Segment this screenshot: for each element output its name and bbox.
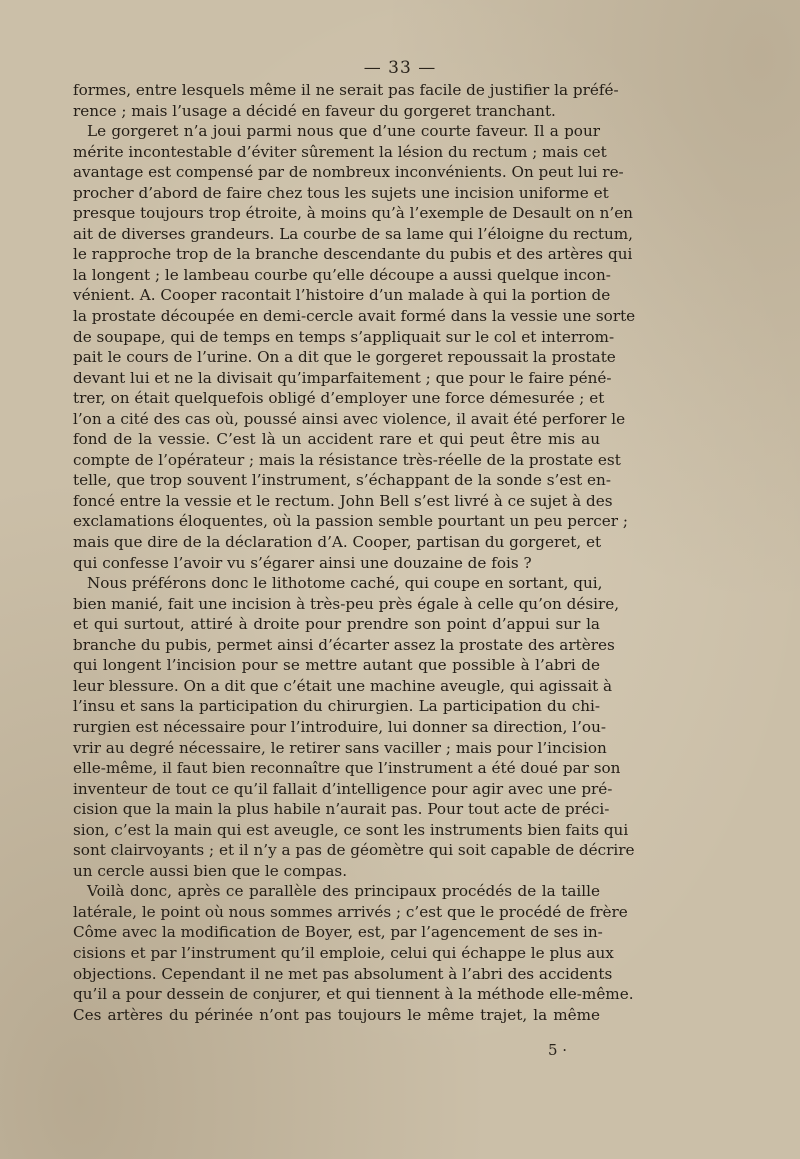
text-line: de soupape, qui de temps en temps s’appliquait sur le col et interrom-: [73, 327, 615, 346]
text-line: sont clairvoyants ; et il n’y a pas de géomètre qui soit capable de décrire: [73, 841, 635, 860]
text-line: pait le cours de l’urine. On a dit que le gorgeret repoussait la prostate: [73, 348, 616, 367]
text-line: Le gorgeret n’a joui parmi nous que d’une courte faveur. Il a pour: [87, 122, 600, 141]
text-line: un cercle aussi bien que le compas.: [73, 861, 348, 880]
signature-mark: 5 ·: [548, 1041, 568, 1059]
text-line: foncé entre la vessie et le rectum. John Bell s’est livré à ce sujet à des: [73, 491, 613, 510]
text-line: vénient. A. Cooper racontait l’histoire d’un malade à qui la portion de: [73, 286, 611, 305]
text-line: la longent ; le lambeau courbe qu’elle découpe a aussi quelque incon-: [73, 265, 611, 284]
text-line: telle, que trop souvent l’instrument, s’échappant de la sonde s’est en-: [73, 471, 611, 490]
text-line: trer, on était quelquefois obligé d’employer une force démesurée ; et: [73, 389, 605, 408]
text-line: objections. Cependant il ne met pas absolument à l’abri des accidents: [73, 964, 613, 983]
text-line: le rapproche trop de la branche descendante du pubis et des artères qui: [73, 245, 633, 264]
text-line: la prostate découpée en demi-cercle avait formé dans la vessie une sorte: [73, 307, 636, 326]
text-line: devant lui et ne la divisait qu’imparfaitement ; que pour le faire péné-: [73, 368, 612, 387]
text-line: procher d’abord de faire chez tous les sujets une incision uniforme et: [73, 183, 609, 202]
text-line: cisions et par l’instrument qu’il emploie, celui qui échappe le plus aux: [73, 943, 614, 962]
body-text: [73, 80, 636, 1025]
text-line: inventeur de tout ce qu’il fallait d’intelligence pour agir avec une pré-: [73, 779, 613, 798]
text-line: elle-même, il faut bien reconnaître que l’instrument a été doué par son: [73, 759, 621, 778]
text-line: qui longent l’incision pour se mettre autant que possible à l’abri de: [73, 656, 600, 675]
text-line: Ces artères du périnée n’ont pas toujours le même trajet, la même: [73, 1005, 600, 1024]
text-line: qu’il a pour dessein de conjurer, et qui tiennent à la méthode elle-même.: [73, 985, 634, 1004]
text-line: mérite incontestable d’éviter sûrement la lésion du rectum ; mais cet: [73, 142, 607, 161]
text-line: latérale, le point où nous sommes arrivés ; c’est que le procédé de frère: [73, 902, 628, 921]
text-line: et qui surtout, attiré à droite pour prendre son point d’appui sur la: [73, 615, 600, 634]
text-line: cision que la main la plus habile n’aurait pas. Pour tout acte de préci-: [73, 800, 610, 819]
text-line: sion, c’est la main qui est aveugle, ce sont les instruments bien faits qui: [73, 820, 629, 839]
text-line: fond de la vessie. C’est là un accident rare et qui peut être mis au: [73, 430, 600, 449]
text-line: presque toujours trop étroite, à moins qu’à l’exemple de Desault on n’en: [73, 204, 633, 223]
text-line: branche du pubis, permet ainsi d’écarter assez la prostate des artères: [73, 635, 615, 654]
text-line: compte de l’opérateur ; mais la résistance très-réelle de la prostate est: [73, 450, 621, 469]
text-line: avantage est compensé par de nombreux inconvénients. On peut lui re-: [73, 163, 624, 182]
text-line: exclamations éloquentes, où la passion semble pourtant un peu percer ;: [73, 512, 628, 531]
text-line: Côme avec la modification de Boyer, est, par l’agencement de ses in-: [73, 923, 603, 942]
text-line: rence ; mais l’usage a décidé en faveur du gorgeret tranchant.: [73, 101, 556, 120]
text-line: Voilà donc, après ce parallèle des principaux procédés de la taille: [87, 882, 600, 901]
text-line: rurgien est nécessaire pour l’introduire, lui donner sa direction, l’ou-: [73, 717, 606, 736]
text-line: qui confesse l’avoir vu s’égarer ainsi une douzaine de fois ?: [73, 553, 532, 572]
text-line: Nous préférons donc le lithotome caché, qui coupe en sortant, qui,: [87, 574, 603, 593]
text-line: leur blessure. On a dit que c’était une machine aveugle, qui agissait à: [73, 676, 613, 695]
text-line: formes, entre lesquels même il ne serait pas facile de justifier la préfé-: [73, 81, 619, 99]
page-number: — 33 —: [363, 58, 437, 78]
text-line: bien manié, fait une incision à très-peu près égale à celle qu’on désire,: [73, 594, 620, 613]
text-line: ait de diverses grandeurs. La courbe de sa lame qui l’éloigne du rectum,: [73, 224, 633, 243]
text-line: l’on a cité des cas où, poussé ainsi avec violence, il avait été perforer le: [73, 409, 626, 428]
text-line: vrir au degré nécessaire, le retirer sans vaciller ; mais pour l’incision: [73, 738, 607, 757]
text-line: mais que dire de la déclaration d’A. Cooper, partisan du gorgeret, et: [73, 533, 602, 552]
text-line: l’insu et sans la participation du chirurgien. La participation du chi-: [73, 697, 600, 716]
